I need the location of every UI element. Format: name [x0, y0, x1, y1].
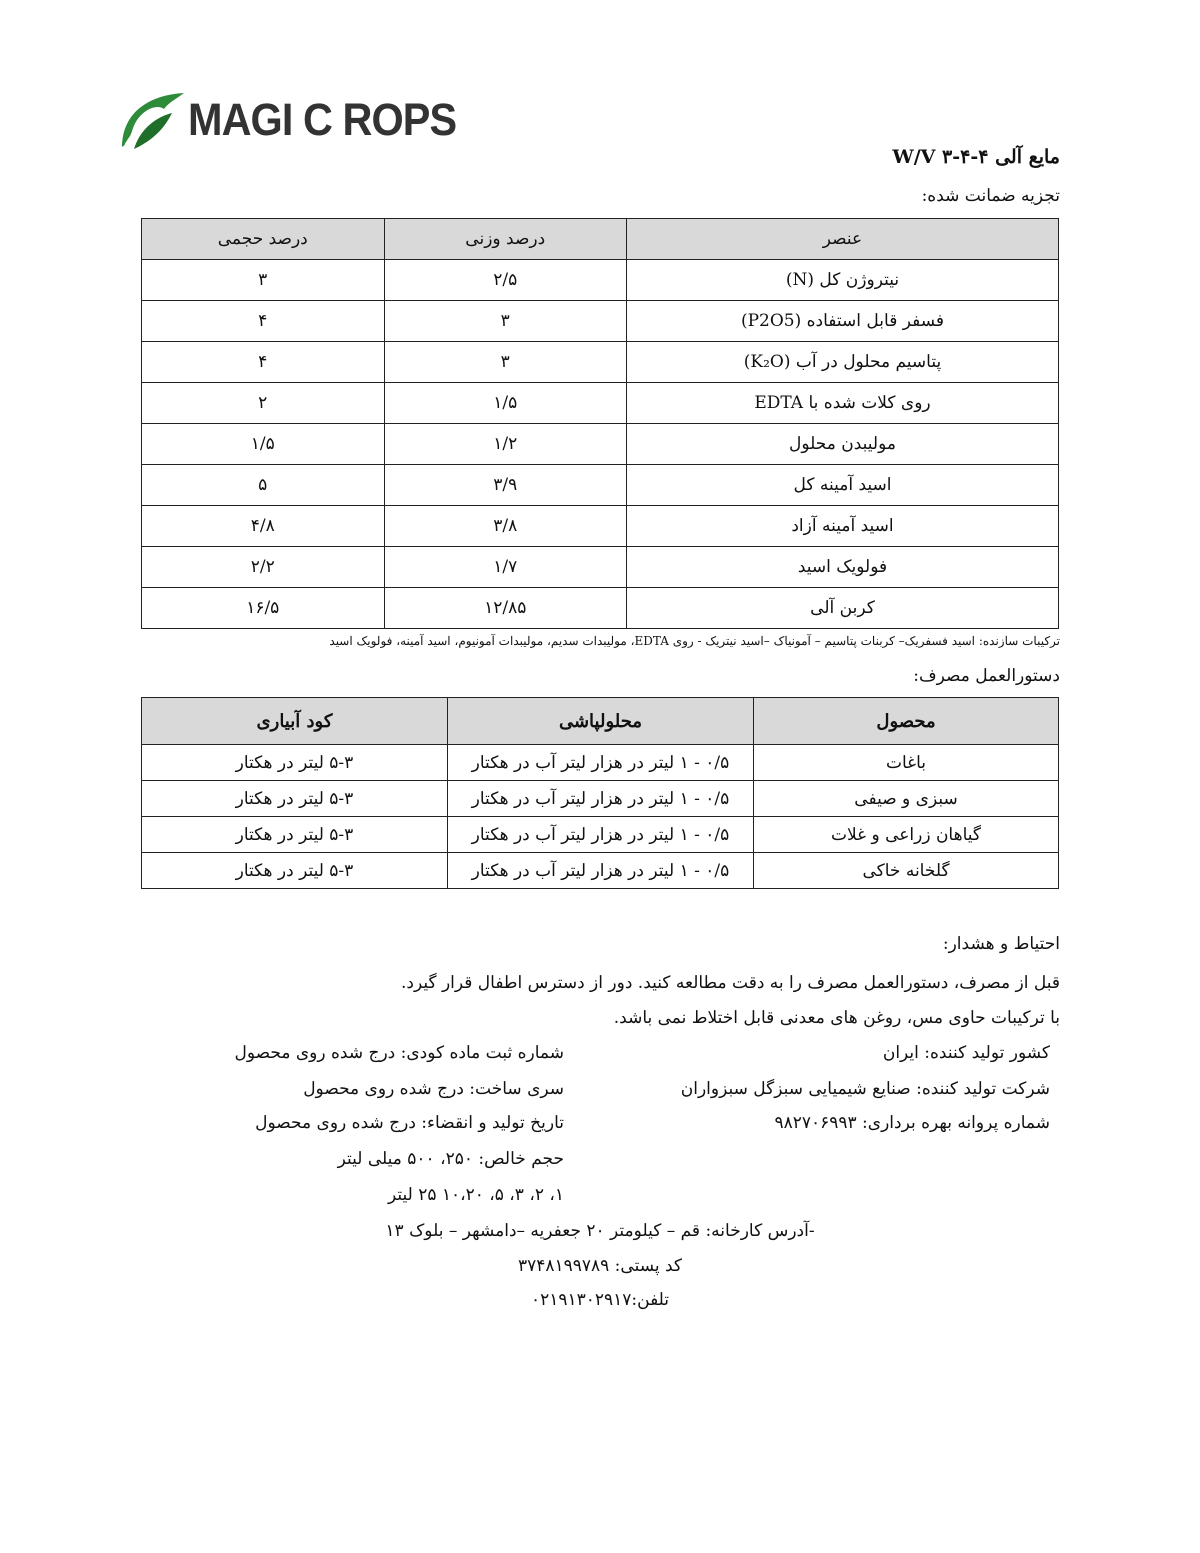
weight-cell: ۳ [384, 301, 626, 342]
operating-license: شماره پروانه بهره برداری: ۹۸۲۷۰۶۹۹۳ [774, 1113, 1050, 1133]
volume-cell: ۴ [142, 342, 385, 383]
table-row [142, 817, 1059, 853]
table-row [142, 465, 1059, 506]
formulation-note: ترکیبات سازنده: اسید فسفریک– کربنات پتاسیم – آمونیاک –اسید نیتریک - روی EDTA، مولیبدات سدیم، مولیبدات آمونیوم، اسید آمینه، فولویک اسید [329, 634, 1060, 648]
element-cell: اسید آمینه کل [626, 465, 1058, 506]
volume-cell: ۴/۸ [142, 506, 385, 547]
foliar-cell: ۰/۵ - ۱ لیتر در هزار لیتر آب در هکتار [447, 817, 753, 853]
weight-cell: ۳ [384, 342, 626, 383]
element-cell: اسید آمینه آزاد [626, 506, 1058, 547]
table-row [142, 745, 1059, 781]
weight-cell: ۳/۹ [384, 465, 626, 506]
element-cell: روی کلات شده با EDTA [626, 383, 1058, 424]
liter-sizes: ۱، ۲، ۳، ۵، ۱۰،۲۰ ۲۵ لیتر [387, 1185, 564, 1205]
fertigation-cell: ۵-۳ لیتر در هکتار [142, 781, 448, 817]
warning-line-1: قبل از مصرف، دستورالعمل مصرف را به دقت مطالعه کنید. دور از دسترس اطفال قرار گیرد. [400, 973, 1060, 993]
element-cell: کربن آلی [626, 588, 1058, 629]
element-cell: مولیبدن محلول [626, 424, 1058, 465]
table-row [142, 588, 1059, 629]
usage-table [141, 697, 1059, 889]
fertigation-cell: ۵-۳ لیتر در هکتار [142, 853, 448, 889]
postal-code: کد پستی: ۳۷۴۸۱۹۹۷۸۹ [517, 1256, 683, 1276]
table-row [142, 301, 1059, 342]
table-row [142, 260, 1059, 301]
volume-cell: ۲/۲ [142, 547, 385, 588]
factory-address: -آدرس کارخانه: قم – کیلومتر ۲۰ جعفریه –دامشهر – بلوک ۱۳ [385, 1221, 815, 1241]
phone-number: تلفن:۰۲۱۹۱۳۰۲۹۱۷ [530, 1290, 670, 1310]
analysis-table [141, 218, 1059, 629]
volume-cell: ۳ [142, 260, 385, 301]
analysis-header-row [142, 219, 1059, 260]
weight-cell: ۳/۸ [384, 506, 626, 547]
volume-cell: ۴ [142, 301, 385, 342]
volume-cell: ۱۶/۵ [142, 588, 385, 629]
table-row [142, 342, 1059, 383]
volume-cell: ۲ [142, 383, 385, 424]
crop-cell: گیاهان زراعی و غلات [754, 817, 1059, 853]
header-volume-percent: درصد حجمی [142, 219, 385, 260]
weight-cell: ۱/۲ [384, 424, 626, 465]
production-expiry-date: تاریخ تولید و انقضاء: درج شده روی محصول [255, 1113, 564, 1133]
registration-number: شماره ثبت ماده کودی: درج شده روی محصول [234, 1043, 564, 1063]
weight-cell: ۱/۷ [384, 547, 626, 588]
batch-number: سری ساخت: درج شده روی محصول [303, 1079, 564, 1099]
fertigation-cell: ۵-۳ لیتر در هکتار [142, 817, 448, 853]
foliar-cell: ۰/۵ - ۱ لیتر در هزار لیتر آب در هکتار [447, 745, 753, 781]
product-title: مایع آلی ۴-۴-۳ W/V [892, 146, 1060, 168]
logo-text: MAGI C ROPS [188, 94, 457, 145]
element-cell: فولویک اسید [626, 547, 1058, 588]
brand-logo [116, 84, 457, 156]
crop-cell: گلخانه خاکی [754, 853, 1059, 889]
foliar-cell: ۰/۵ - ۱ لیتر در هزار لیتر آب در هکتار [447, 781, 753, 817]
header-foliar-spray: محلولپاشی [447, 698, 753, 745]
element-cell: نیتروژن کل (N) [626, 260, 1058, 301]
table-row [142, 383, 1059, 424]
usage-instructions-label: دستورالعمل مصرف: [913, 666, 1060, 686]
weight-cell: ۱۲/۸۵ [384, 588, 626, 629]
weight-cell: ۲/۵ [384, 260, 626, 301]
header-fertigation: کود آبیاری [142, 698, 448, 745]
usage-header-row [142, 698, 1059, 745]
volume-cell: ۱/۵ [142, 424, 385, 465]
header-weight-percent: درصد وزنی [384, 219, 626, 260]
weight-cell: ۱/۵ [384, 383, 626, 424]
element-cell: فسفر قابل استفاده (P2O5) [626, 301, 1058, 342]
warnings-title: احتیاط و هشدار: [942, 934, 1060, 954]
table-row [142, 506, 1059, 547]
warning-line-2: با ترکیبات حاوی مس، روغن های معدنی قابل اختلاط نمی باشد. [613, 1008, 1060, 1028]
table-row [142, 424, 1059, 465]
volume-cell: ۵ [142, 465, 385, 506]
crop-cell: سبزی و صیفی [754, 781, 1059, 817]
fertigation-cell: ۵-۳ لیتر در هکتار [142, 745, 448, 781]
guaranteed-analysis-label: تجزیه ضمانت شده: [921, 186, 1060, 206]
leaf-swoosh-icon [116, 85, 190, 155]
table-row [142, 853, 1059, 889]
table-row [142, 781, 1059, 817]
crop-cell: باغات [754, 745, 1059, 781]
table-row [142, 547, 1059, 588]
header-crop: محصول [754, 698, 1059, 745]
producer-country: کشور تولید کننده: ایران [882, 1043, 1050, 1063]
header-element: عنصر [626, 219, 1058, 260]
foliar-cell: ۰/۵ - ۱ لیتر در هزار لیتر آب در هکتار [447, 853, 753, 889]
net-volume: حجم خالص: ۲۵۰، ۵۰۰ میلی لیتر [337, 1149, 564, 1169]
producer-company: شرکت تولید کننده: صنایع شیمیایی سبزگل سبزواران [680, 1079, 1050, 1099]
element-cell: پتاسیم محلول در آب (K₂O) [626, 342, 1058, 383]
